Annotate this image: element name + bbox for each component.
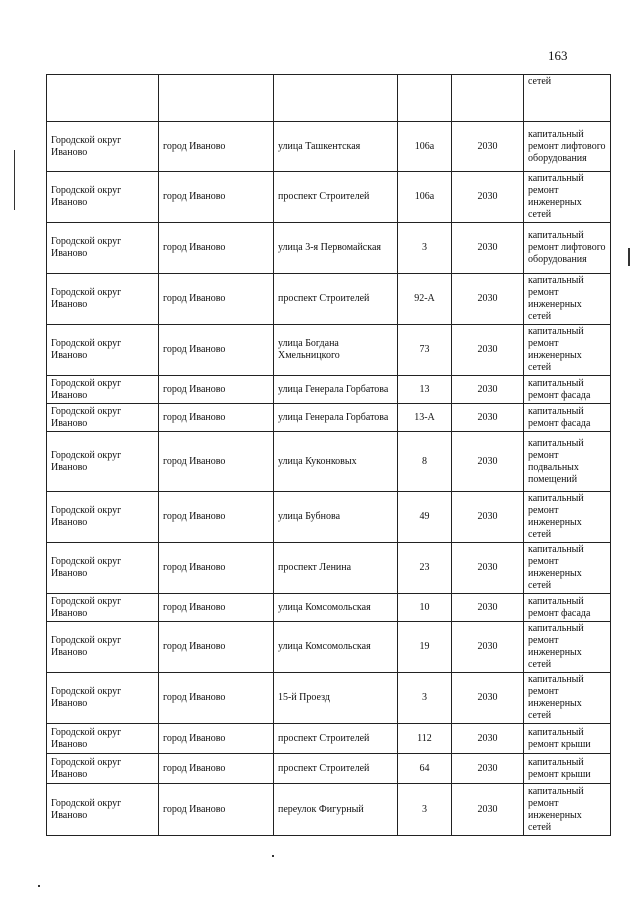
street-cell: улица Куконковых bbox=[274, 432, 398, 492]
city-cell: город Иваново bbox=[159, 594, 274, 622]
house-cell: 64 bbox=[398, 754, 452, 784]
year-cell: 2030 bbox=[452, 754, 524, 784]
year-cell: 2030 bbox=[452, 594, 524, 622]
district-cell: Городской округ Иваново bbox=[47, 376, 159, 404]
district-cell: Городской округ Иваново bbox=[47, 432, 159, 492]
house-cell: 106а bbox=[398, 172, 452, 223]
city-cell: город Иваново bbox=[159, 754, 274, 784]
table-row bbox=[47, 784, 611, 836]
city-cell: город Иваново bbox=[159, 784, 274, 836]
street-cell: улица Бубнова bbox=[274, 492, 398, 543]
table-row bbox=[47, 543, 611, 594]
city-cell: город Иваново bbox=[159, 432, 274, 492]
repair-schedule-table bbox=[46, 74, 611, 836]
work-cell: капитальный ремонт лифтового оборудования bbox=[524, 223, 611, 274]
street-cell: улица Богдана Хмельницкого bbox=[274, 325, 398, 376]
work-cell: капитальный ремонт фасада bbox=[524, 376, 611, 404]
table-row-continuation bbox=[47, 75, 611, 122]
city-cell: город Иваново bbox=[159, 492, 274, 543]
street-cell bbox=[274, 75, 398, 122]
city-cell: город Иваново bbox=[159, 404, 274, 432]
street-cell: проспект Строителей bbox=[274, 172, 398, 223]
year-cell: 2030 bbox=[452, 543, 524, 594]
house-cell: 19 bbox=[398, 622, 452, 673]
table-row bbox=[47, 122, 611, 172]
district-cell: Городской округ Иваново bbox=[47, 492, 159, 543]
city-cell: город Иваново bbox=[159, 172, 274, 223]
table-row bbox=[47, 172, 611, 223]
work-cell: капитальный ремонт инженерных сетей bbox=[524, 784, 611, 836]
work-cell: капитальный ремонт фасада bbox=[524, 594, 611, 622]
work-cell: капитальный ремонт инженерных сетей bbox=[524, 172, 611, 223]
table-row bbox=[47, 754, 611, 784]
city-cell: город Иваново bbox=[159, 724, 274, 754]
work-cell: сетей bbox=[524, 75, 611, 122]
street-cell: улица Комсомольская bbox=[274, 622, 398, 673]
street-cell: улица Ташкентская bbox=[274, 122, 398, 172]
district-cell: Городской округ Иваново bbox=[47, 325, 159, 376]
work-cell: капитальный ремонт подвальных помещений bbox=[524, 432, 611, 492]
house-cell: 73 bbox=[398, 325, 452, 376]
street-cell: улица Генерала Горбатова bbox=[274, 376, 398, 404]
house-cell: 106а bbox=[398, 122, 452, 172]
city-cell: город Иваново bbox=[159, 122, 274, 172]
year-cell: 2030 bbox=[452, 432, 524, 492]
house-cell: 3 bbox=[398, 223, 452, 274]
table-row bbox=[47, 404, 611, 432]
house-cell: 10 bbox=[398, 594, 452, 622]
district-cell: Городской округ Иваново bbox=[47, 223, 159, 274]
table-row bbox=[47, 594, 611, 622]
house-cell: 3 bbox=[398, 673, 452, 724]
page-number: 163 bbox=[548, 48, 568, 63]
house-cell: 23 bbox=[398, 543, 452, 594]
district-cell: Городской округ Иваново bbox=[47, 724, 159, 754]
work-cell: капитальный ремонт инженерных сетей bbox=[524, 325, 611, 376]
street-cell: проспект Строителей bbox=[274, 274, 398, 325]
year-cell: 2030 bbox=[452, 673, 524, 724]
street-cell: проспект Строителей bbox=[274, 754, 398, 784]
work-cell: капитальный ремонт крыши bbox=[524, 754, 611, 784]
street-cell: улица 3-я Первомайская bbox=[274, 223, 398, 274]
district-cell: Городской округ Иваново bbox=[47, 543, 159, 594]
work-cell: капитальный ремонт инженерных сетей bbox=[524, 274, 611, 325]
house-cell: 112 bbox=[398, 724, 452, 754]
city-cell: город Иваново bbox=[159, 274, 274, 325]
district-cell: Городской округ Иваново bbox=[47, 594, 159, 622]
house-cell: 8 bbox=[398, 432, 452, 492]
year-cell: 2030 bbox=[452, 274, 524, 325]
year-cell: 2030 bbox=[452, 122, 524, 172]
year-cell: 2030 bbox=[452, 404, 524, 432]
work-cell: капитальный ремонт инженерных сетей bbox=[524, 673, 611, 724]
house-cell: 92-А bbox=[398, 274, 452, 325]
table-row bbox=[47, 724, 611, 754]
district-cell: Городской округ Иваново bbox=[47, 274, 159, 325]
year-cell: 2030 bbox=[452, 172, 524, 223]
house-cell: 13-А bbox=[398, 404, 452, 432]
table-row bbox=[47, 223, 611, 274]
street-cell: улица Генерала Горбатова bbox=[274, 404, 398, 432]
table-row bbox=[47, 274, 611, 325]
district-cell: Городской округ Иваново bbox=[47, 122, 159, 172]
scan-dot-bottom bbox=[272, 855, 274, 857]
district-cell: Городской округ Иваново bbox=[47, 622, 159, 673]
table-row bbox=[47, 376, 611, 404]
year-cell: 2030 bbox=[452, 376, 524, 404]
year-cell: 2030 bbox=[452, 325, 524, 376]
work-cell: капитальный ремонт крыши bbox=[524, 724, 611, 754]
city-cell: город Иваново bbox=[159, 325, 274, 376]
city-cell: город Иваново bbox=[159, 223, 274, 274]
table-row bbox=[47, 325, 611, 376]
district-cell bbox=[47, 75, 159, 122]
house-cell: 3 bbox=[398, 784, 452, 836]
year-cell: 2030 bbox=[452, 784, 524, 836]
work-cell: капитальный ремонт инженерных сетей bbox=[524, 543, 611, 594]
street-cell: проспект Ленина bbox=[274, 543, 398, 594]
year-cell: 2030 bbox=[452, 724, 524, 754]
margin-mark-left bbox=[14, 150, 15, 210]
work-cell: капитальный ремонт инженерных сетей bbox=[524, 492, 611, 543]
year-cell bbox=[452, 75, 524, 122]
house-cell: 13 bbox=[398, 376, 452, 404]
street-cell: улица Комсомольская bbox=[274, 594, 398, 622]
district-cell: Городской округ Иваново bbox=[47, 404, 159, 432]
district-cell: Городской округ Иваново bbox=[47, 784, 159, 836]
year-cell: 2030 bbox=[452, 622, 524, 673]
street-cell: переулок Фигурный bbox=[274, 784, 398, 836]
work-cell: капитальный ремонт лифтового оборудования bbox=[524, 122, 611, 172]
street-cell: 15-й Проезд bbox=[274, 673, 398, 724]
city-cell: город Иваново bbox=[159, 543, 274, 594]
scan-dot-corner bbox=[38, 885, 40, 887]
street-cell: проспект Строителей bbox=[274, 724, 398, 754]
district-cell: Городской округ Иваново bbox=[47, 172, 159, 223]
work-cell: капитальный ремонт инженерных сетей bbox=[524, 622, 611, 673]
table-row bbox=[47, 673, 611, 724]
margin-mark-right bbox=[628, 248, 630, 266]
table-row bbox=[47, 492, 611, 543]
house-cell: 49 bbox=[398, 492, 452, 543]
district-cell: Городской округ Иваново bbox=[47, 754, 159, 784]
district-cell: Городской округ Иваново bbox=[47, 673, 159, 724]
house-cell bbox=[398, 75, 452, 122]
city-cell: город Иваново bbox=[159, 673, 274, 724]
city-cell: город Иваново bbox=[159, 376, 274, 404]
city-cell bbox=[159, 75, 274, 122]
city-cell: город Иваново bbox=[159, 622, 274, 673]
work-cell: капитальный ремонт фасада bbox=[524, 404, 611, 432]
year-cell: 2030 bbox=[452, 223, 524, 274]
year-cell: 2030 bbox=[452, 492, 524, 543]
table-row bbox=[47, 432, 611, 492]
table-row bbox=[47, 622, 611, 673]
